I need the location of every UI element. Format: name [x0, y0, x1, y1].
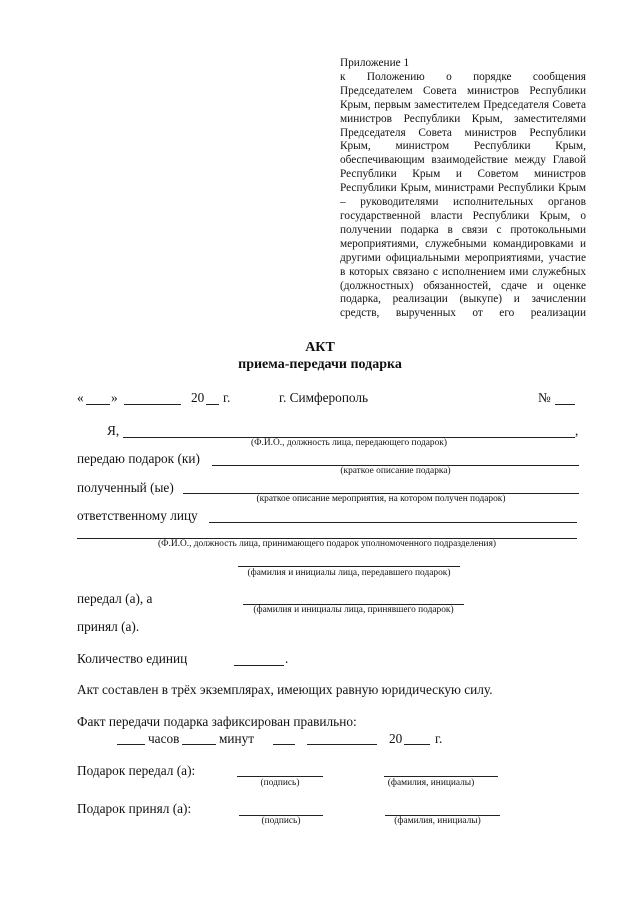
day-field[interactable]	[86, 404, 110, 405]
responsible-person-field[interactable]	[209, 522, 577, 523]
gift-took-label: Подарок принял (а):	[77, 801, 192, 816]
date-open-quote: «	[77, 390, 84, 405]
month-field[interactable]	[124, 404, 181, 405]
city: г. Симферополь	[279, 390, 369, 405]
date-close-quote: »	[111, 390, 118, 405]
fact-year-prefix: 20	[389, 731, 403, 746]
fact-month-field[interactable]	[307, 744, 377, 745]
hours-field[interactable]	[117, 744, 145, 745]
took-label: принял (а).	[77, 619, 140, 634]
fact-year-field[interactable]	[404, 744, 430, 745]
quantity-dot: .	[285, 651, 289, 666]
gave-label: передал (а), а	[77, 591, 153, 606]
annex-text: к Положению о порядке сообщения Председателем Совета министров Республики Крым, первым заместителем Председателя Совета министров Республики Крым, заместителями Председателя Совета министров Республики Крым, министром Республики Крым, обеспечивающим взаимодействие между Главой Республики Крым и Советом министров Республики Крым, министрами Республики Крым – руководителями исполнительных органов государственной власти Республики Крым, о получении подарка в связи с протокольными мероприятиями, служебными командировками и другими официальными мероприятиями, участие в которых связано с исполнением ими служебных (должностных) обязанностей, сдаче и оценке подарка, реализации (выкупе) и зачислении средств, вырученных от его реализации	[340, 70, 586, 320]
quantity-field[interactable]	[234, 665, 284, 666]
gift-description-caption: (краткое описание подарка)	[340, 466, 451, 476]
fact-day-field[interactable]	[273, 744, 295, 745]
fact-text: Факт передачи подарка зафиксирован правильно:	[77, 714, 357, 729]
responsible-label: ответственному лицу	[77, 508, 198, 523]
responsible-person-caption: (Ф.И.О., должность лица, принимающего подарок уполномоченного подразделения)	[157, 539, 497, 549]
i-comma: ,	[575, 423, 579, 438]
taker-initials-caption: (фамилия и инициалы лица, принявшего подарок)	[253, 605, 454, 615]
minutes-label: минут	[219, 731, 255, 746]
giver-signature-field[interactable]	[237, 776, 323, 777]
gift-gave-label: Подарок передал (а):	[77, 763, 196, 778]
giver-initials-caption: (фамилия и инициалы лица, передавшего подарок)	[247, 568, 451, 578]
minutes-field[interactable]	[182, 744, 216, 745]
giver-fullname-field[interactable]	[384, 776, 498, 777]
giver-initials-field[interactable]	[238, 566, 460, 567]
number-sign: №	[538, 390, 551, 405]
i-label: Я,	[107, 423, 120, 438]
received-label: полученный (ые)	[77, 480, 174, 495]
document-subtitle: приема-передачи подарка	[238, 357, 402, 372]
annex-block	[340, 57, 586, 321]
giver-signature-caption: (подпись)	[260, 778, 300, 788]
fact-year-suffix: г.	[435, 731, 443, 746]
giver-name-caption: (Ф.И.О., должность лица, передающего подарок)	[251, 438, 447, 448]
copies-text: Акт составлен в трёх экземплярах, имеющих равную юридическую силу.	[77, 682, 493, 697]
quantity-label: Количество единиц	[77, 651, 188, 666]
year-field[interactable]	[206, 404, 219, 405]
annex-title: Приложение 1	[340, 57, 410, 69]
event-description-caption: (краткое описание мероприятия, на котором получен подарок)	[256, 494, 506, 504]
document-title: АКТ	[305, 340, 335, 355]
year-suffix: г.	[223, 390, 231, 405]
number-field[interactable]	[555, 404, 575, 405]
taker-fullname-caption: (фамилия, инициалы)	[394, 816, 481, 826]
taker-signature-caption: (подпись)	[261, 816, 301, 826]
year-prefix: 20	[191, 390, 205, 405]
hours-label: часов	[148, 731, 180, 746]
giver-fullname-caption: (фамилия, инициалы)	[387, 778, 475, 788]
transfer-label: передаю подарок (ки)	[77, 451, 200, 466]
